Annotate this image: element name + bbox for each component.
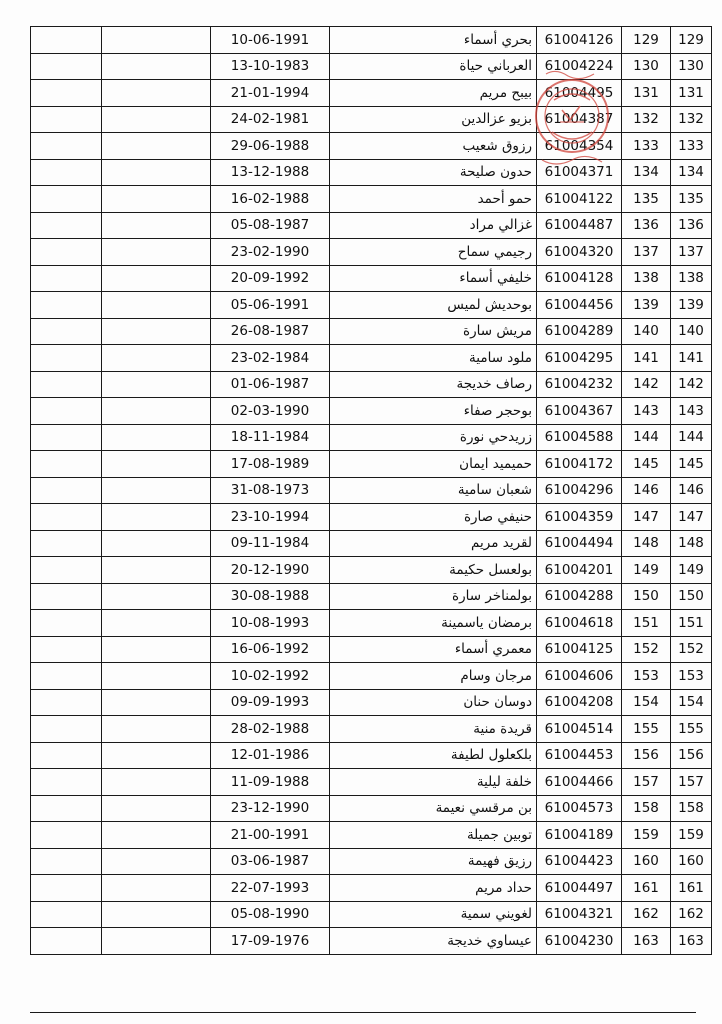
- full-name-cell: توبين جميلة: [330, 822, 537, 849]
- blank-cell-1: [31, 928, 102, 955]
- birth-date-cell: 10-02-1992: [211, 663, 330, 690]
- registration-code-cell: 61004208: [537, 689, 622, 716]
- blank-cell-2: [102, 345, 211, 372]
- rank-cell: 140: [622, 318, 671, 345]
- blank-cell-1: [31, 901, 102, 928]
- candidate-table: [30, 26, 712, 955]
- registration-code-cell: 61004288: [537, 583, 622, 610]
- birth-date-cell: 23-10-1994: [211, 504, 330, 531]
- blank-cell-2: [102, 106, 211, 133]
- rank-cell: 138: [622, 265, 671, 292]
- rank-cell: 145: [622, 451, 671, 478]
- row-number-cell: 131: [671, 80, 712, 107]
- row-number-cell: 129: [671, 27, 712, 54]
- birth-date-cell: 09-09-1993: [211, 689, 330, 716]
- registration-code-cell: 61004359: [537, 504, 622, 531]
- blank-cell-1: [31, 848, 102, 875]
- blank-cell-2: [102, 371, 211, 398]
- blank-cell-1: [31, 53, 102, 80]
- full-name-cell: بوحديش لميس: [330, 292, 537, 319]
- table-row: [31, 318, 712, 345]
- rank-cell: 132: [622, 106, 671, 133]
- rank-cell: 142: [622, 371, 671, 398]
- birth-date-cell: 12-01-1986: [211, 742, 330, 769]
- registration-code-cell: 61004494: [537, 530, 622, 557]
- blank-cell-2: [102, 610, 211, 637]
- blank-cell-2: [102, 53, 211, 80]
- blank-cell-2: [102, 928, 211, 955]
- full-name-cell: بولعسل حكيمة: [330, 557, 537, 584]
- blank-cell-1: [31, 875, 102, 902]
- blank-cell-1: [31, 212, 102, 239]
- blank-cell-2: [102, 848, 211, 875]
- row-number-cell: 152: [671, 636, 712, 663]
- row-number-cell: 141: [671, 345, 712, 372]
- birth-date-cell: 10-08-1993: [211, 610, 330, 637]
- row-number-cell: 140: [671, 318, 712, 345]
- registration-code-cell: 61004295: [537, 345, 622, 372]
- table-row: [31, 530, 712, 557]
- row-number-cell: 132: [671, 106, 712, 133]
- table-row: [31, 292, 712, 319]
- registration-code-cell: 61004387: [537, 106, 622, 133]
- registration-code-cell: 61004289: [537, 318, 622, 345]
- rank-cell: 139: [622, 292, 671, 319]
- blank-cell-1: [31, 557, 102, 584]
- row-number-cell: 137: [671, 239, 712, 266]
- full-name-cell: ملود سامية: [330, 345, 537, 372]
- birth-date-cell: 13-10-1983: [211, 53, 330, 80]
- blank-cell-2: [102, 875, 211, 902]
- full-name-cell: معمري أسماء: [330, 636, 537, 663]
- rank-cell: 160: [622, 848, 671, 875]
- table-row: [31, 795, 712, 822]
- blank-cell-1: [31, 186, 102, 213]
- row-number-cell: 162: [671, 901, 712, 928]
- registration-code-cell: 61004354: [537, 133, 622, 160]
- rank-cell: 146: [622, 477, 671, 504]
- birth-date-cell: 16-02-1988: [211, 186, 330, 213]
- blank-cell-2: [102, 742, 211, 769]
- table-row: [31, 742, 712, 769]
- birth-date-cell: 23-02-1984: [211, 345, 330, 372]
- full-name-cell: حنيفي صارة: [330, 504, 537, 531]
- blank-cell-2: [102, 716, 211, 743]
- registration-code-cell: 61004618: [537, 610, 622, 637]
- registration-code-cell: 61004201: [537, 557, 622, 584]
- birth-date-cell: 28-02-1988: [211, 716, 330, 743]
- blank-cell-1: [31, 742, 102, 769]
- registration-code-cell: 61004172: [537, 451, 622, 478]
- blank-cell-2: [102, 530, 211, 557]
- registration-code-cell: 61004122: [537, 186, 622, 213]
- full-name-cell: خليفي أسماء: [330, 265, 537, 292]
- page-bottom-rule: [30, 1012, 696, 1013]
- table-row: [31, 53, 712, 80]
- blank-cell-1: [31, 159, 102, 186]
- rank-cell: 137: [622, 239, 671, 266]
- rank-cell: 156: [622, 742, 671, 769]
- rank-cell: 144: [622, 424, 671, 451]
- row-number-cell: 155: [671, 716, 712, 743]
- row-number-cell: 150: [671, 583, 712, 610]
- row-number-cell: 159: [671, 822, 712, 849]
- rank-cell: 161: [622, 875, 671, 902]
- blank-cell-1: [31, 795, 102, 822]
- row-number-cell: 142: [671, 371, 712, 398]
- full-name-cell: بن مرقسي نعيمة: [330, 795, 537, 822]
- blank-cell-1: [31, 318, 102, 345]
- full-name-cell: حداد مريم: [330, 875, 537, 902]
- rank-cell: 141: [622, 345, 671, 372]
- blank-cell-2: [102, 663, 211, 690]
- full-name-cell: شعبان سامية: [330, 477, 537, 504]
- full-name-cell: حدون صليحة: [330, 159, 537, 186]
- registration-code-cell: 61004367: [537, 398, 622, 425]
- blank-cell-2: [102, 557, 211, 584]
- table-row: [31, 610, 712, 637]
- rank-cell: 155: [622, 716, 671, 743]
- blank-cell-2: [102, 318, 211, 345]
- birth-date-cell: 22-07-1993: [211, 875, 330, 902]
- row-number-cell: 157: [671, 769, 712, 796]
- row-number-cell: 138: [671, 265, 712, 292]
- blank-cell-1: [31, 27, 102, 54]
- table-row: [31, 106, 712, 133]
- full-name-cell: دوسان حنان: [330, 689, 537, 716]
- rank-cell: 133: [622, 133, 671, 160]
- table-row: [31, 769, 712, 796]
- blank-cell-2: [102, 504, 211, 531]
- blank-cell-2: [102, 795, 211, 822]
- full-name-cell: خلفة ليلية: [330, 769, 537, 796]
- table-row: [31, 848, 712, 875]
- birth-date-cell: 16-06-1992: [211, 636, 330, 663]
- blank-cell-1: [31, 451, 102, 478]
- full-name-cell: حميميد ايمان: [330, 451, 537, 478]
- blank-cell-2: [102, 186, 211, 213]
- row-number-cell: 135: [671, 186, 712, 213]
- birth-date-cell: 23-12-1990: [211, 795, 330, 822]
- birth-date-cell: 17-09-1976: [211, 928, 330, 955]
- table-row: [31, 875, 712, 902]
- birth-date-cell: 17-08-1989: [211, 451, 330, 478]
- birth-date-cell: 05-08-1990: [211, 901, 330, 928]
- blank-cell-2: [102, 822, 211, 849]
- rank-cell: 148: [622, 530, 671, 557]
- birth-date-cell: 26-08-1987: [211, 318, 330, 345]
- rank-cell: 136: [622, 212, 671, 239]
- rank-cell: 129: [622, 27, 671, 54]
- birth-date-cell: 10-06-1991: [211, 27, 330, 54]
- blank-cell-1: [31, 265, 102, 292]
- blank-cell-2: [102, 583, 211, 610]
- row-number-cell: 136: [671, 212, 712, 239]
- rank-cell: 150: [622, 583, 671, 610]
- table-row: [31, 159, 712, 186]
- registration-code-cell: 61004126: [537, 27, 622, 54]
- blank-cell-1: [31, 663, 102, 690]
- blank-cell-2: [102, 159, 211, 186]
- row-number-cell: 161: [671, 875, 712, 902]
- registration-code-cell: 61004514: [537, 716, 622, 743]
- row-number-cell: 148: [671, 530, 712, 557]
- birth-date-cell: 23-02-1990: [211, 239, 330, 266]
- rank-cell: 134: [622, 159, 671, 186]
- blank-cell-2: [102, 133, 211, 160]
- candidate-table-body: [31, 27, 712, 955]
- table-row: [31, 477, 712, 504]
- blank-cell-1: [31, 424, 102, 451]
- birth-date-cell: 29-06-1988: [211, 133, 330, 160]
- table-row: [31, 186, 712, 213]
- birth-date-cell: 18-11-1984: [211, 424, 330, 451]
- birth-date-cell: 21-00-1991: [211, 822, 330, 849]
- table-row: [31, 27, 712, 54]
- registration-code-cell: 61004606: [537, 663, 622, 690]
- blank-cell-1: [31, 530, 102, 557]
- table-row: [31, 371, 712, 398]
- full-name-cell: رزيق فهيمة: [330, 848, 537, 875]
- registration-code-cell: 61004224: [537, 53, 622, 80]
- blank-cell-1: [31, 477, 102, 504]
- birth-date-cell: 13-12-1988: [211, 159, 330, 186]
- birth-date-cell: 03-06-1987: [211, 848, 330, 875]
- table-row: [31, 80, 712, 107]
- row-number-cell: 154: [671, 689, 712, 716]
- rank-cell: 151: [622, 610, 671, 637]
- birth-date-cell: 09-11-1984: [211, 530, 330, 557]
- blank-cell-2: [102, 27, 211, 54]
- full-name-cell: لغويني سمية: [330, 901, 537, 928]
- blank-cell-2: [102, 477, 211, 504]
- blank-cell-2: [102, 398, 211, 425]
- blank-cell-1: [31, 689, 102, 716]
- full-name-cell: رزوق شعيب: [330, 133, 537, 160]
- blank-cell-1: [31, 133, 102, 160]
- table-row: [31, 398, 712, 425]
- full-name-cell: زريدحي نورة: [330, 424, 537, 451]
- rank-cell: 158: [622, 795, 671, 822]
- blank-cell-1: [31, 504, 102, 531]
- blank-cell-2: [102, 636, 211, 663]
- row-number-cell: 133: [671, 133, 712, 160]
- row-number-cell: 146: [671, 477, 712, 504]
- table-row: [31, 212, 712, 239]
- table-row: [31, 663, 712, 690]
- full-name-cell: غزالي مراد: [330, 212, 537, 239]
- registration-code-cell: 61004320: [537, 239, 622, 266]
- registration-code-cell: 61004321: [537, 901, 622, 928]
- row-number-cell: 160: [671, 848, 712, 875]
- rank-cell: 152: [622, 636, 671, 663]
- blank-cell-1: [31, 822, 102, 849]
- row-number-cell: 147: [671, 504, 712, 531]
- full-name-cell: برمضان ياسمينة: [330, 610, 537, 637]
- blank-cell-1: [31, 769, 102, 796]
- table-row: [31, 265, 712, 292]
- blank-cell-2: [102, 451, 211, 478]
- table-row: [31, 133, 712, 160]
- table-row: [31, 239, 712, 266]
- full-name-cell: مريش سارة: [330, 318, 537, 345]
- blank-cell-1: [31, 345, 102, 372]
- birth-date-cell: 31-08-1973: [211, 477, 330, 504]
- full-name-cell: حمو أحمد: [330, 186, 537, 213]
- row-number-cell: 156: [671, 742, 712, 769]
- blank-cell-1: [31, 398, 102, 425]
- blank-cell-1: [31, 80, 102, 107]
- table-row: [31, 557, 712, 584]
- full-name-cell: العرباني حياة: [330, 53, 537, 80]
- full-name-cell: قريدة منية: [330, 716, 537, 743]
- blank-cell-2: [102, 80, 211, 107]
- table-row: [31, 345, 712, 372]
- blank-cell-2: [102, 265, 211, 292]
- table-row: [31, 636, 712, 663]
- full-name-cell: مرجان وسام: [330, 663, 537, 690]
- registration-code-cell: 61004296: [537, 477, 622, 504]
- table-row: [31, 822, 712, 849]
- row-number-cell: 130: [671, 53, 712, 80]
- rank-cell: 147: [622, 504, 671, 531]
- registration-code-cell: 61004230: [537, 928, 622, 955]
- blank-cell-1: [31, 716, 102, 743]
- full-name-cell: بلكعلول لطيفة: [330, 742, 537, 769]
- registration-code-cell: 61004125: [537, 636, 622, 663]
- registration-code-cell: 61004466: [537, 769, 622, 796]
- row-number-cell: 158: [671, 795, 712, 822]
- table-row: [31, 689, 712, 716]
- birth-date-cell: 01-06-1987: [211, 371, 330, 398]
- table-row: [31, 716, 712, 743]
- full-name-cell: بوحجر صفاء: [330, 398, 537, 425]
- full-name-cell: بيبح مريم: [330, 80, 537, 107]
- full-name-cell: بزيو عزالدين: [330, 106, 537, 133]
- blank-cell-2: [102, 769, 211, 796]
- blank-cell-1: [31, 106, 102, 133]
- registration-code-cell: 61004423: [537, 848, 622, 875]
- rank-cell: 163: [622, 928, 671, 955]
- row-number-cell: 143: [671, 398, 712, 425]
- full-name-cell: بولمناخر سارة: [330, 583, 537, 610]
- registration-code-cell: 61004456: [537, 292, 622, 319]
- rank-cell: 157: [622, 769, 671, 796]
- birth-date-cell: 20-09-1992: [211, 265, 330, 292]
- rank-cell: 153: [622, 663, 671, 690]
- birth-date-cell: 05-08-1987: [211, 212, 330, 239]
- blank-cell-2: [102, 212, 211, 239]
- row-number-cell: 144: [671, 424, 712, 451]
- row-number-cell: 149: [671, 557, 712, 584]
- row-number-cell: 134: [671, 159, 712, 186]
- full-name-cell: رجيمي سماح: [330, 239, 537, 266]
- registration-code-cell: 61004573: [537, 795, 622, 822]
- rank-cell: 135: [622, 186, 671, 213]
- table-row: [31, 583, 712, 610]
- birth-date-cell: 21-01-1994: [211, 80, 330, 107]
- blank-cell-2: [102, 901, 211, 928]
- full-name-cell: عيساوي خديجة: [330, 928, 537, 955]
- rank-cell: 130: [622, 53, 671, 80]
- row-number-cell: 139: [671, 292, 712, 319]
- row-number-cell: 151: [671, 610, 712, 637]
- row-number-cell: 163: [671, 928, 712, 955]
- blank-cell-1: [31, 636, 102, 663]
- table-row: [31, 928, 712, 955]
- birth-date-cell: 05-06-1991: [211, 292, 330, 319]
- table-row: [31, 504, 712, 531]
- full-name-cell: لقريد مريم: [330, 530, 537, 557]
- blank-cell-2: [102, 689, 211, 716]
- registration-code-cell: 61004487: [537, 212, 622, 239]
- registration-code-cell: 61004588: [537, 424, 622, 451]
- rank-cell: 159: [622, 822, 671, 849]
- table-row: [31, 901, 712, 928]
- birth-date-cell: 02-03-1990: [211, 398, 330, 425]
- blank-cell-2: [102, 239, 211, 266]
- registration-code-cell: 61004497: [537, 875, 622, 902]
- registration-code-cell: 61004453: [537, 742, 622, 769]
- birth-date-cell: 11-09-1988: [211, 769, 330, 796]
- birth-date-cell: 24-02-1981: [211, 106, 330, 133]
- registration-code-cell: 61004189: [537, 822, 622, 849]
- birth-date-cell: 30-08-1988: [211, 583, 330, 610]
- birth-date-cell: 20-12-1990: [211, 557, 330, 584]
- rank-cell: 162: [622, 901, 671, 928]
- rank-cell: 143: [622, 398, 671, 425]
- blank-cell-1: [31, 583, 102, 610]
- blank-cell-1: [31, 292, 102, 319]
- rank-cell: 131: [622, 80, 671, 107]
- registration-code-cell: 61004495: [537, 80, 622, 107]
- table-row: [31, 424, 712, 451]
- blank-cell-2: [102, 292, 211, 319]
- blank-cell-1: [31, 371, 102, 398]
- rank-cell: 149: [622, 557, 671, 584]
- blank-cell-2: [102, 424, 211, 451]
- registration-code-cell: 61004232: [537, 371, 622, 398]
- row-number-cell: 153: [671, 663, 712, 690]
- registration-code-cell: 61004128: [537, 265, 622, 292]
- full-name-cell: رصاف خديجة: [330, 371, 537, 398]
- full-name-cell: بحري أسماء: [330, 27, 537, 54]
- blank-cell-1: [31, 239, 102, 266]
- row-number-cell: 145: [671, 451, 712, 478]
- blank-cell-1: [31, 610, 102, 637]
- rank-cell: 154: [622, 689, 671, 716]
- registration-code-cell: 61004371: [537, 159, 622, 186]
- table-row: [31, 451, 712, 478]
